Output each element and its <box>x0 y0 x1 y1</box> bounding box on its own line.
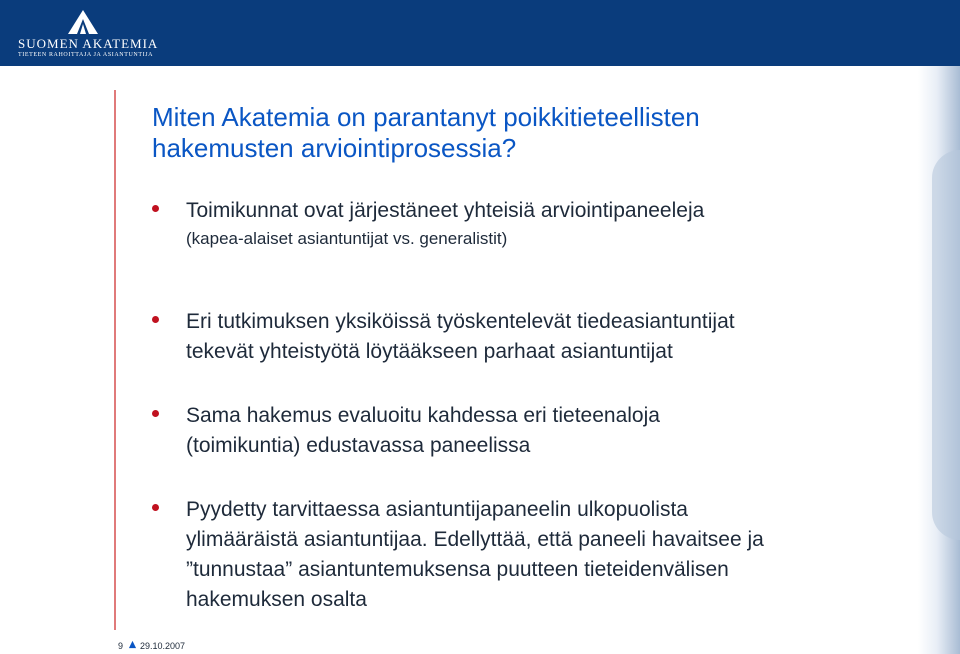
page-number: 9 <box>118 641 124 651</box>
bullet-item <box>152 307 892 367</box>
logo-triangle-icon <box>68 10 98 34</box>
logo-tagline: TIETEEN RAHOITTAJA JA ASIANTUNTIJA <box>18 52 154 58</box>
bullet-item <box>152 196 892 250</box>
bullet-text-line: Pyydetty tarvittaessa asiantuntijapaneelin ulkopuolista <box>186 498 688 521</box>
bullet-dot-icon <box>152 504 159 511</box>
bullet-subtext: (kapea-alaiset asiantuntijat vs. generalistit) <box>186 229 508 248</box>
bullet-dot-icon <box>152 205 159 212</box>
bullet-text-line: tekevät yhteistyötä löytääkseen parhaat asiantuntijat <box>186 340 673 363</box>
bullet-text-line: ”tunnustaa” asiantuntemuksensa puutteen tieteidenvälisen <box>186 558 729 581</box>
bullet-text-line: Toimikunnat ovat järjestäneet yhteisiä arviointipaneeleja <box>186 199 705 222</box>
slide-title <box>152 102 872 164</box>
suomen-akatemia-logo[interactable] <box>18 8 159 60</box>
bullet-text-line: (toimikuntia) edustavassa paneelissa <box>186 434 531 457</box>
slide-title-line-1: Miten Akatemia on parantanyt poikkitieteellisten <box>152 102 700 132</box>
vertical-divider-line <box>114 90 116 630</box>
bullet-text-line: hakemuksen osalta <box>186 588 367 611</box>
header-band <box>0 0 960 66</box>
bullet-dot-icon <box>152 316 159 323</box>
slide-title-line-2: hakemusten arviointiprosessia? <box>152 133 517 163</box>
slide-date: 29.10.2007 <box>140 641 186 651</box>
bullet-item <box>152 495 892 615</box>
bullet-text-line: Sama hakemus evaluoitu kahdessa eri tieteenaloja <box>186 404 660 427</box>
footer-triangle-icon <box>128 640 137 649</box>
bullet-list <box>152 196 892 615</box>
bullet-dot-icon <box>152 410 159 417</box>
bullet-text-line: ylimääräistä asiantuntijaa. Edellyttää, että paneeli havaitsee ja <box>186 528 764 551</box>
bullet-text-line: Eri tutkimuksen yksiköissä työskentelevät tiedeasiantuntijat <box>186 310 735 333</box>
right-decoration-shape <box>932 150 960 540</box>
logo-name: SUOMEN AKATEMIA <box>18 36 159 51</box>
bullet-item <box>152 401 892 461</box>
